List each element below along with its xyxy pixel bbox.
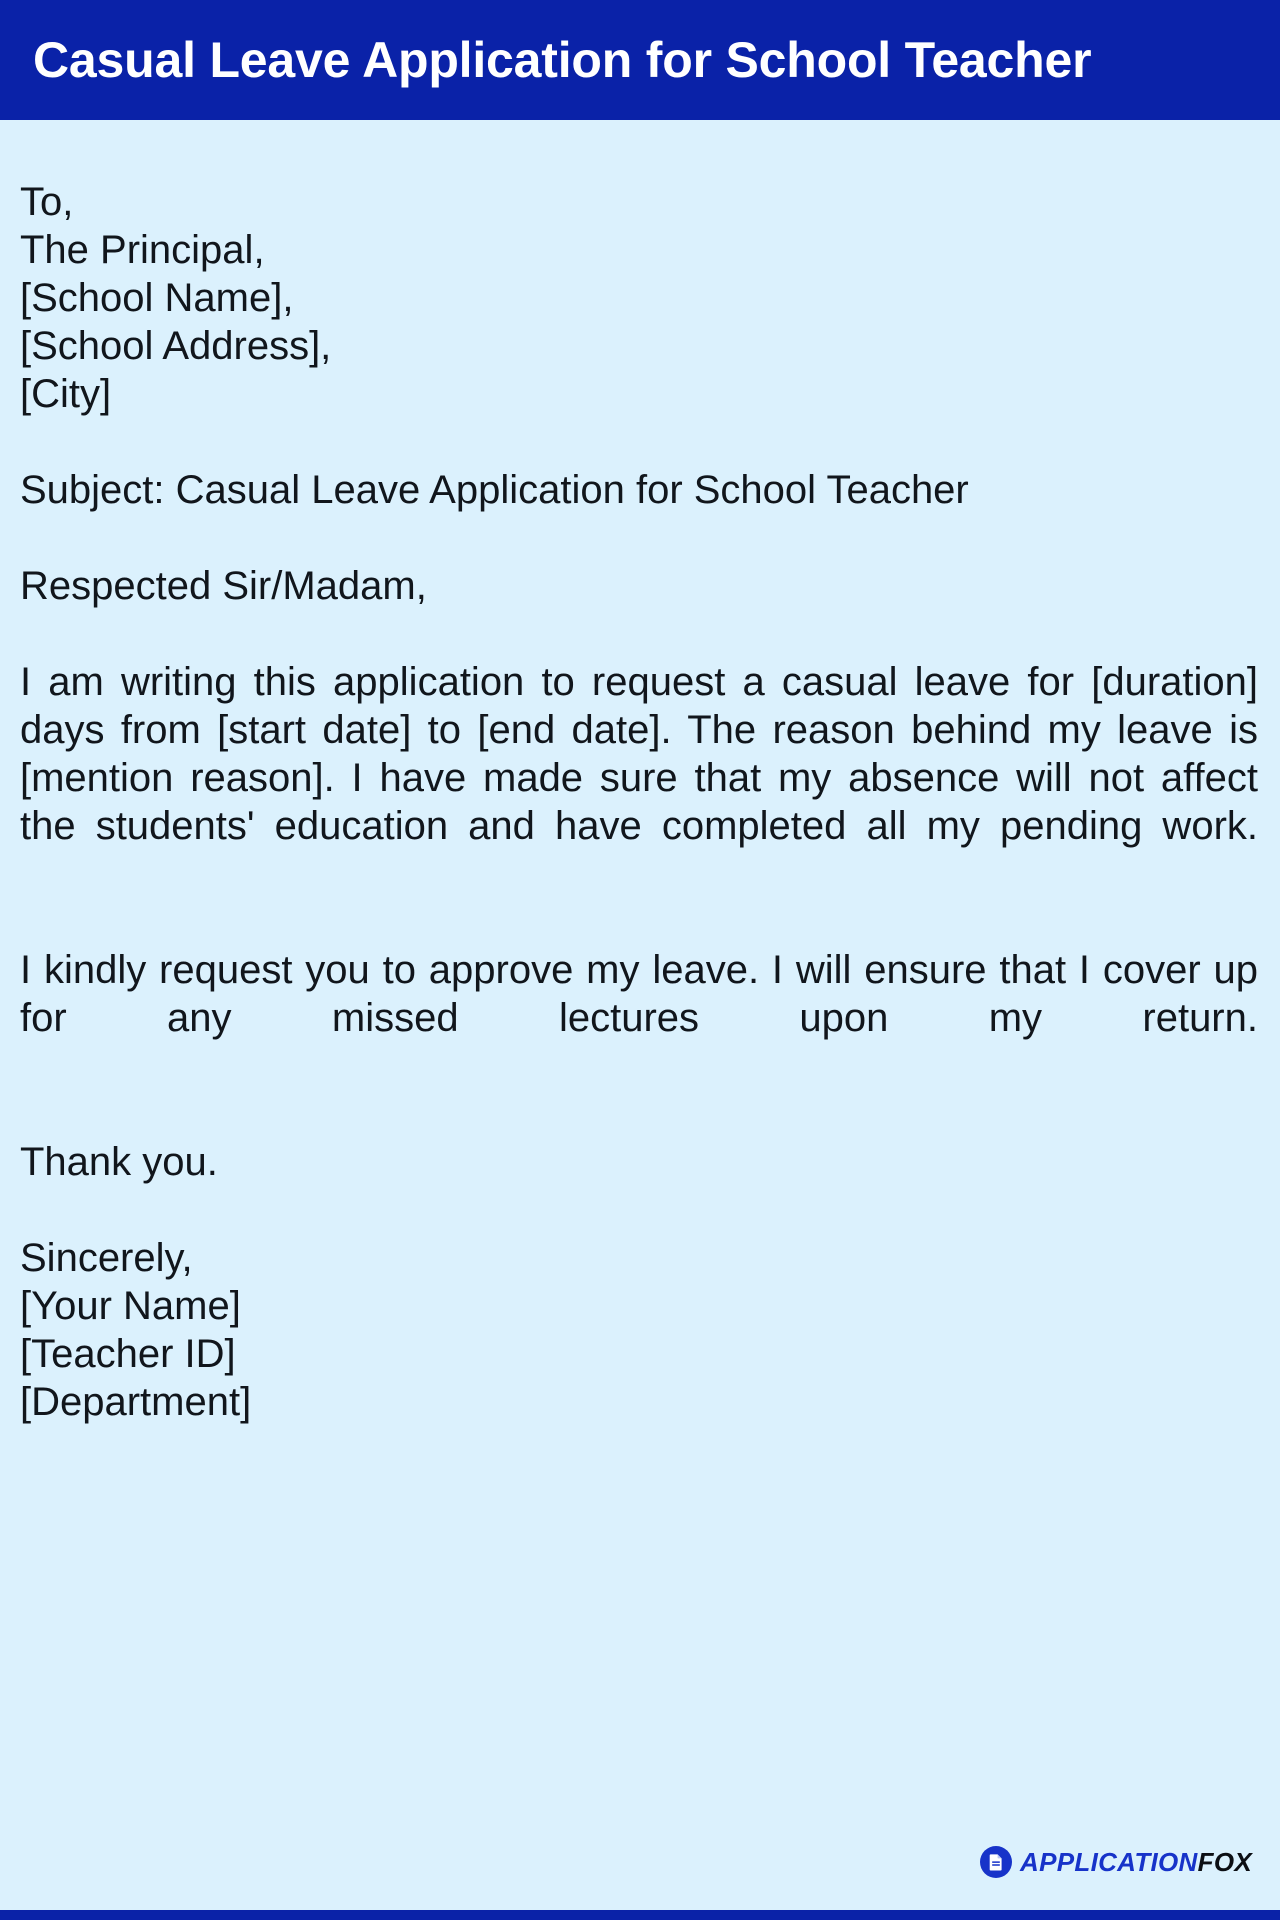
- spacer: [20, 1090, 1258, 1138]
- spacer: [20, 514, 1258, 562]
- recipient-line-city: [City]: [20, 372, 112, 416]
- bottom-accent-strip: [0, 1910, 1280, 1920]
- letter-body: [0, 120, 1280, 1920]
- thanks-line: Thank you.: [20, 1140, 218, 1184]
- recipient-line-school-address: [School Address],: [20, 324, 332, 368]
- brand-name-primary: APPLICATION: [1020, 1847, 1198, 1877]
- spacer: [20, 610, 1258, 658]
- subject-line: Subject: Casual Leave Application for School Teacher: [20, 468, 969, 512]
- salutation-block: [20, 562, 1258, 610]
- signature-line-teacher-id: [Teacher ID]: [20, 1332, 236, 1376]
- salutation-line: Respected Sir/Madam,: [20, 564, 427, 608]
- recipient-line-principal: The Principal,: [20, 228, 265, 272]
- brand-logo: [980, 1846, 1252, 1878]
- signature-line-your-name: [Your Name]: [20, 1284, 241, 1328]
- spacer: [20, 1186, 1258, 1234]
- signature-block: [20, 1234, 1258, 1426]
- page-title: Casual Leave Application for School Teacher: [33, 31, 1092, 88]
- recipient-line-school-name: [School Name],: [20, 276, 294, 320]
- page-header: [0, 0, 1280, 120]
- signature-line-sincerely: Sincerely,: [20, 1236, 193, 1280]
- brand-logo-text: [1020, 1849, 1252, 1875]
- spacer: [20, 898, 1258, 946]
- spacer: [20, 418, 1258, 466]
- thanks-block: [20, 1138, 1258, 1186]
- signature-line-department: [Department]: [20, 1380, 252, 1424]
- subject-block: [20, 466, 1258, 514]
- recipient-block: [20, 178, 1258, 418]
- body-paragraph-1: I am writing this application to request a casual leave for [duration] days from [start date] to [end date]. The reason behind my leave is [mention reason]. I have made sure that my absence will not affect the students' education and have completed all my pending work.: [20, 660, 1258, 848]
- body-paragraph-2: I kindly request you to approve my leave. I will ensure that I cover up for any missed lectures upon my return.: [20, 948, 1258, 1040]
- recipient-line-to: To,: [20, 180, 74, 224]
- brand-name-secondary: FOX: [1197, 1847, 1252, 1877]
- document-icon: [980, 1846, 1012, 1878]
